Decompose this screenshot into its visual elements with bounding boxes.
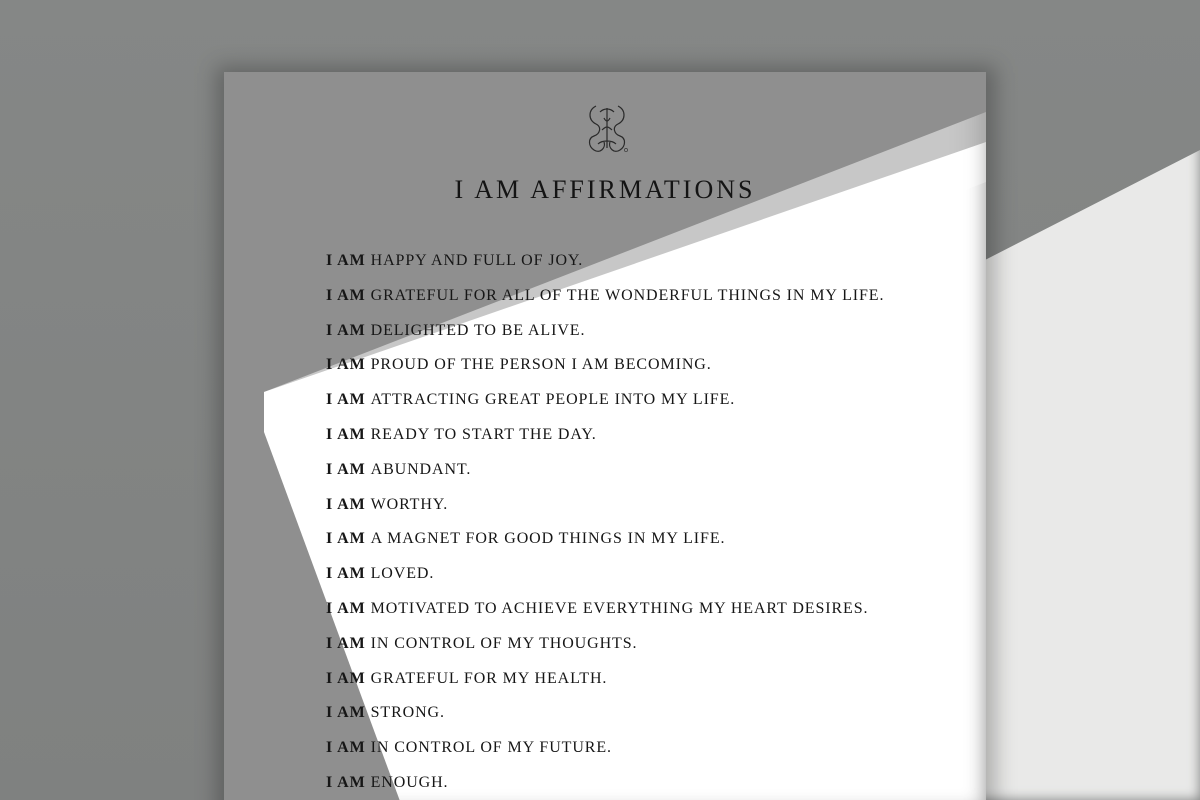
item-text: HAPPY AND FULL OF JOY.: [370, 252, 584, 269]
list-item: [326, 314, 884, 349]
item-lead: I AM: [326, 425, 366, 443]
list-item: [326, 662, 884, 697]
item-lead: I AM: [326, 634, 366, 652]
item-lead: I AM: [326, 391, 366, 409]
item-lead: I AM: [326, 704, 366, 722]
list-item: [326, 418, 884, 453]
item-text: WORTHY.: [370, 495, 449, 513]
list-item: [326, 557, 884, 592]
item-text: ATTRACTING GREAT PEOPLE INTO MY LIFE.: [370, 391, 736, 409]
list-item: [326, 488, 884, 523]
list-item: [326, 592, 884, 627]
list-item: [326, 696, 884, 731]
page-title: I AM AFFIRMATIONS: [454, 175, 756, 204]
affirmations-sheet: [224, 72, 986, 800]
item-text: IN CONTROL OF MY FUTURE.: [370, 739, 612, 757]
item-lead: I AM: [326, 495, 366, 513]
item-lead: I AM: [326, 321, 366, 339]
item-lead: I AM: [326, 460, 366, 478]
list-item: [326, 453, 884, 488]
list-item: [326, 766, 884, 800]
item-text: READY TO START THE DAY.: [370, 425, 597, 443]
item-lead: I AM: [326, 565, 366, 583]
item-text: GRATEFUL FOR ALL OF THE WONDERFUL THINGS IN MY LIFE.: [370, 286, 885, 304]
list-item: [326, 731, 884, 766]
item-text: ENOUGH.: [370, 773, 449, 791]
item-lead: I AM: [326, 252, 366, 269]
item-lead: I AM: [326, 773, 366, 791]
list-item: [326, 279, 884, 314]
monogram-logo-icon: [582, 100, 632, 156]
item-lead: I AM: [326, 286, 366, 304]
list-item: [326, 627, 884, 662]
affirmations-list: [326, 244, 884, 800]
list-item: [326, 383, 884, 418]
item-lead: I AM: [326, 669, 366, 687]
list-item: [326, 244, 884, 279]
item-text: GRATEFUL FOR MY HEALTH.: [370, 669, 608, 687]
item-text: STRONG.: [370, 704, 445, 722]
item-text: PROUD OF THE PERSON I AM BECOMING.: [370, 356, 712, 374]
item-lead: I AM: [326, 530, 366, 548]
item-text: DELIGHTED TO BE ALIVE.: [370, 321, 586, 339]
item-lead: I AM: [326, 739, 366, 757]
item-text: ABUNDANT.: [370, 460, 472, 478]
item-text: IN CONTROL OF MY THOUGHTS.: [370, 634, 638, 652]
list-item: [326, 348, 884, 383]
item-text: A MAGNET FOR GOOD THINGS IN MY LIFE.: [370, 530, 726, 548]
item-lead: I AM: [326, 599, 366, 617]
item-lead: I AM: [326, 356, 366, 374]
list-item: [326, 522, 884, 557]
item-text: LOVED.: [370, 565, 435, 583]
item-text: MOTIVATED TO ACHIEVE EVERYTHING MY HEART DESIRES.: [370, 599, 869, 617]
